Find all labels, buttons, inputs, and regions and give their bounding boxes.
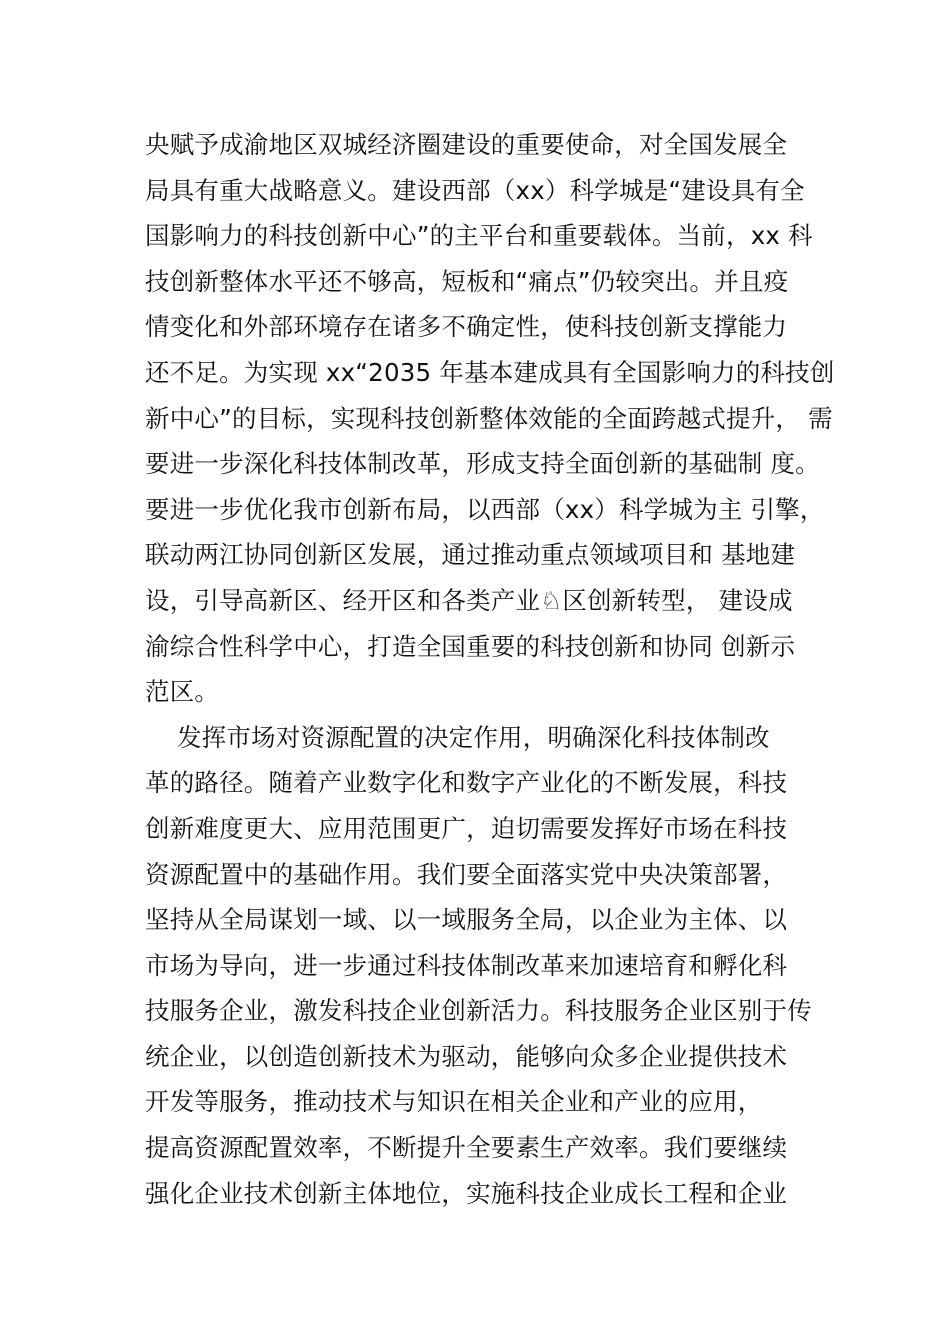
text-line: 革的路径。随着产业数字化和数字产业化的不断发展，科技 <box>145 768 788 798</box>
text-line: 要进一步深化科技体制改革，形成支持全面创新的基础制 度。 <box>145 449 820 479</box>
text-line: 市场为导向，进一步通过科技体制改革来加速培育和孵化科 <box>145 950 788 980</box>
text-line: 开发等服务，推动技术与知识在相关企业和产业的应用， <box>145 1087 763 1117</box>
text-line: 渝综合性科学中心，打造全国重要的科技创新和协同 创新示 <box>145 631 796 661</box>
text-line: 联动两江协同创新区发展，通过推动重点领域项目和 基地建 <box>145 540 796 570</box>
paragraph-first-line: 发挥市场对资源配置的决定作用，明确深化科技体制改 <box>145 722 770 752</box>
text-line: 技创新整体水平还不够高，短板和“痛点”仍较突出。并且疫 <box>145 266 789 296</box>
text-line: 新中心”的目标，实现科技创新整体效能的全面跨越式提升， 需 <box>145 403 833 433</box>
body-text <box>145 122 845 1216</box>
text-line: 统企业，以创造创新技术为驱动，能够向众多企业提供技术 <box>145 1041 788 1071</box>
text-line: 强化企业技术创新主体地位，实施科技企业成长工程和企业 <box>145 1178 788 1208</box>
text-line: 提高资源配置效率，不断提升全要素生产效率。我们要继续 <box>145 1133 788 1163</box>
text-line: 设，引导高新区、经开区和各类产业♘区创新转型， 建设成 <box>145 585 793 615</box>
text-line: 范区。 <box>145 677 220 707</box>
text-line: 资源配置中的基础作用。我们要全面落实党中央决策部署， <box>145 859 788 889</box>
text-line: 国影响力的科技创新中心”的主平台和重要载体。当前，xx 科 <box>145 221 813 251</box>
text-line: 还不足。为实现 xx“2035 年基本建成具有全国影响力的科技创 <box>145 357 835 387</box>
text-line: 情变化和外部环境存在诸多不确定性，使科技创新支撑能力 <box>145 312 788 342</box>
text-line: 局具有重大战略意义。建设西部（xx）科学城是“建设具有全 <box>145 175 805 205</box>
text-line: 要进一步优化我市创新布局，以西部（xx）科学城为主 引擎， <box>145 494 825 524</box>
text-line: 央赋予成渝地区双城经济圈建设的重要使命，对全国发展全 <box>145 130 788 159</box>
text-line: 创新难度更大、应用范围更广，迫切需要发挥好市场在科技 <box>145 813 788 843</box>
text-line: 技服务企业，激发科技企业创新活力。科技服务企业区别于传 <box>145 996 812 1026</box>
text-line: 坚持从全局谋划一域、以一域服务全局，以企业为主体、以 <box>145 905 788 935</box>
